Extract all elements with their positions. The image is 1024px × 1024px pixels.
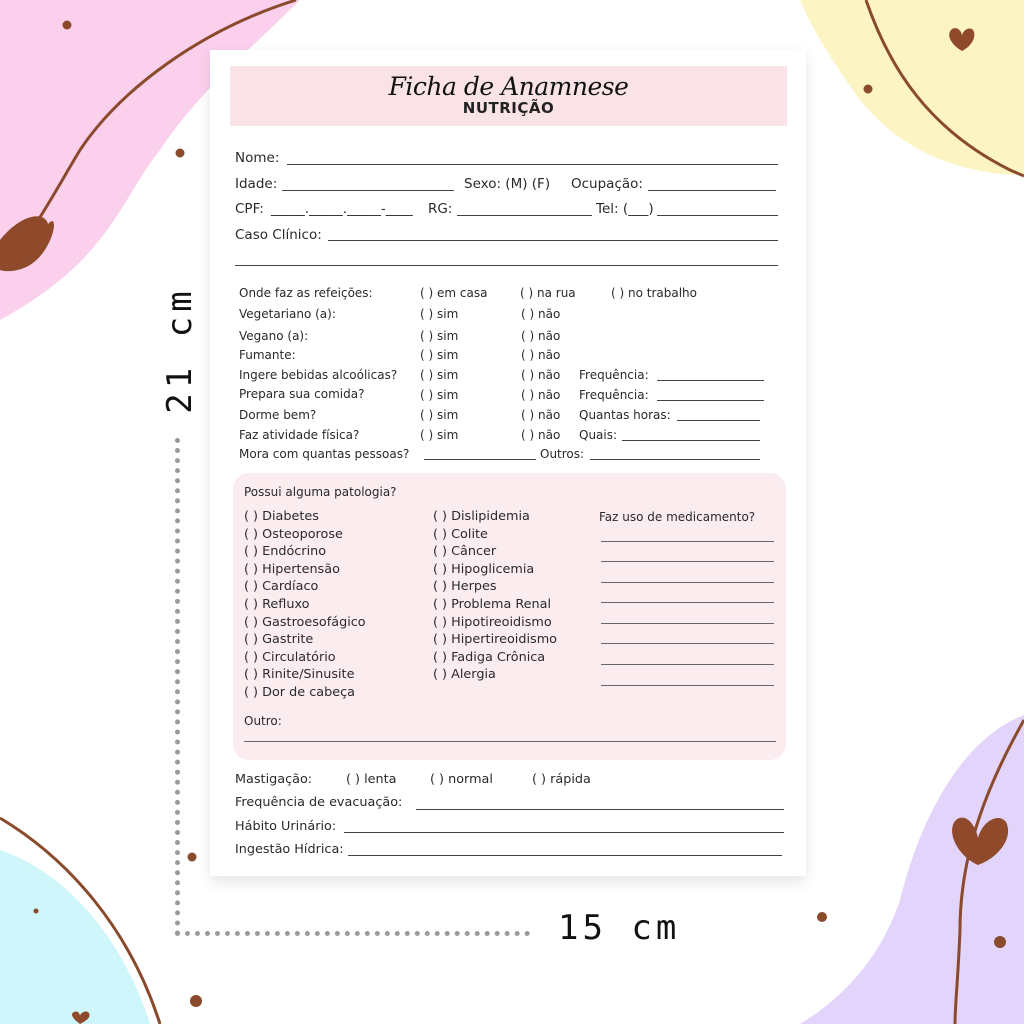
dot <box>188 853 197 862</box>
dot <box>190 995 202 1007</box>
medication-field[interactable] <box>601 623 774 624</box>
pathology-option[interactable]: ( ) Fadiga Crônica <box>433 650 546 665</box>
urinary-field[interactable] <box>344 832 784 833</box>
medication-field[interactable] <box>601 582 774 583</box>
pathology-option[interactable]: ( ) Dislipidemia <box>433 509 530 524</box>
dot <box>63 21 72 30</box>
medication-field[interactable] <box>601 561 774 562</box>
pathology-option[interactable]: ( ) Colite <box>433 527 488 542</box>
habit-sim[interactable]: ( ) sim <box>420 388 459 402</box>
rg-field[interactable] <box>457 215 592 216</box>
sheet-header <box>230 66 787 126</box>
height-dotted-line <box>175 438 180 936</box>
pathology-option[interactable]: ( ) Gastrite <box>244 632 314 647</box>
clinical-case-label: Caso Clínico: <box>235 227 322 243</box>
medication-field[interactable] <box>601 541 774 542</box>
chewing-option-fast[interactable]: ( ) rápida <box>532 772 591 787</box>
dot <box>176 149 185 158</box>
width-dimension-label: 15 cm <box>558 908 681 948</box>
habit-nao[interactable]: ( ) não <box>521 388 561 402</box>
cpf-label: CPF: <box>235 201 264 217</box>
chewing-label: Mastigação: <box>235 772 313 787</box>
age-label: Idade: <box>235 176 278 192</box>
habit-sim[interactable]: ( ) sim <box>420 307 459 321</box>
dot <box>994 936 1006 948</box>
pathology-box <box>233 473 786 760</box>
pathology-option[interactable]: ( ) Circulatório <box>244 650 336 665</box>
habit-label: Fumante: <box>239 348 296 362</box>
habit-label: Prepara sua comida? <box>239 387 365 401</box>
habit-extra-label: Quantas horas: <box>579 408 671 422</box>
habit-extra-label: Frequência: <box>579 368 649 382</box>
sheet-title: Ficha de Anamnese <box>388 72 629 101</box>
width-dotted-line <box>175 931 530 936</box>
meal-option-home[interactable]: ( ) em casa <box>420 286 488 300</box>
pathology-option[interactable]: ( ) Hipertensão <box>244 562 340 577</box>
habit-label: Vegetariano (a): <box>239 307 336 321</box>
habit-nao[interactable]: ( ) não <box>521 329 561 343</box>
habit-sim[interactable]: ( ) sim <box>420 368 459 382</box>
habit-sim[interactable]: ( ) sim <box>420 408 459 422</box>
evacuation-label: Frequência de evacuação: <box>235 795 403 810</box>
habit-extra-field[interactable] <box>677 420 760 421</box>
water-intake-field[interactable] <box>348 855 782 856</box>
pathology-option[interactable]: ( ) Hipotireoidismo <box>433 615 552 630</box>
pathology-option[interactable]: ( ) Cardíaco <box>244 579 319 594</box>
pathology-option[interactable]: ( ) Hipertireoidismo <box>433 632 558 647</box>
height-dimension-label: 21 cm <box>160 286 200 414</box>
habit-sim[interactable]: ( ) sim <box>420 348 459 362</box>
habit-nao[interactable]: ( ) não <box>521 307 561 321</box>
clinical-case-field-2[interactable] <box>235 265 778 266</box>
others-field[interactable] <box>590 459 760 460</box>
pathology-option[interactable]: ( ) Herpes <box>433 579 497 594</box>
purple-blob <box>800 715 1024 1024</box>
urinary-label: Hábito Urinário: <box>235 819 337 834</box>
cpf-mask[interactable]: _____._____._____-____ <box>271 201 413 217</box>
habit-label: Ingere bebidas alcoólicas? <box>239 368 398 382</box>
habit-extra-label: Frequência: <box>579 388 649 402</box>
dot <box>864 85 873 94</box>
sheet-subtitle: NUTRIÇÃO <box>462 99 555 117</box>
tel-label: Tel: (___) <box>596 201 654 217</box>
clinical-case-field[interactable] <box>328 240 778 241</box>
occupation-field[interactable] <box>648 190 776 191</box>
habit-nao[interactable]: ( ) não <box>521 368 561 382</box>
habit-extra-field[interactable] <box>657 400 764 401</box>
other-pathology-label: Outro: <box>244 714 282 728</box>
habit-sim[interactable]: ( ) sim <box>420 428 459 442</box>
pathology-option[interactable]: ( ) Câncer <box>433 544 497 559</box>
pathology-option[interactable]: ( ) Diabetes <box>244 509 319 524</box>
pathology-option[interactable]: ( ) Endócrino <box>244 544 327 559</box>
pathology-option[interactable]: ( ) Refluxo <box>244 597 310 612</box>
anamnesis-sheet <box>210 50 806 876</box>
habit-nao[interactable]: ( ) não <box>521 348 561 362</box>
habit-extra-field[interactable] <box>657 380 764 381</box>
meals-label: Onde faz as refeições: <box>239 286 373 300</box>
cyan-blob <box>0 850 150 1024</box>
sex-label: Sexo: (M) (F) <box>464 176 551 192</box>
meal-option-street[interactable]: ( ) na rua <box>520 286 576 300</box>
medication-label: Faz uso de medicamento? <box>599 510 756 524</box>
household-field[interactable] <box>424 459 536 460</box>
habit-extra-field[interactable] <box>622 440 760 441</box>
habit-sim[interactable]: ( ) sim <box>420 329 459 343</box>
tel-field[interactable] <box>657 215 778 216</box>
pathology-option[interactable]: ( ) Dor de cabeça <box>244 685 355 700</box>
age-field[interactable] <box>282 190 454 191</box>
pathology-option[interactable]: ( ) Rinite/Sinusite <box>244 667 355 682</box>
others-label: Outros: <box>540 447 585 461</box>
medication-field[interactable] <box>601 664 774 665</box>
water-intake-label: Ingestão Hídrica: <box>235 842 344 857</box>
habit-label: Dorme bem? <box>239 408 317 422</box>
dot <box>817 912 827 922</box>
habit-label: Vegano (a): <box>239 329 309 343</box>
household-label: Mora com quantas pessoas? <box>239 447 410 461</box>
pathology-option[interactable]: ( ) Osteoporose <box>244 527 343 542</box>
medication-field[interactable] <box>601 643 774 644</box>
chewing-option-slow[interactable]: ( ) lenta <box>346 772 397 787</box>
pathology-option[interactable]: ( ) Gastroesofágico <box>244 615 366 630</box>
name-label: Nome: <box>235 150 280 166</box>
other-pathology-field[interactable] <box>244 741 776 742</box>
pathology-option[interactable]: ( ) Problema Renal <box>433 597 552 612</box>
habit-label: Faz atividade física? <box>239 428 360 442</box>
name-field[interactable] <box>287 164 778 165</box>
medication-field[interactable] <box>601 685 774 686</box>
evacuation-field[interactable] <box>416 809 784 810</box>
meal-option-work[interactable]: ( ) no trabalho <box>611 286 697 300</box>
medication-field[interactable] <box>601 602 774 603</box>
habit-nao[interactable]: ( ) não <box>521 408 561 422</box>
chewing-option-normal[interactable]: ( ) normal <box>430 772 493 787</box>
rg-label: RG: <box>428 201 453 217</box>
occupation-label: Ocupação: <box>571 176 643 192</box>
habit-extra-label: Quais: <box>579 428 618 442</box>
pathology-option[interactable]: ( ) Hipoglicemia <box>433 562 535 577</box>
pathology-title: Possui alguma patologia? <box>244 485 397 499</box>
habit-nao[interactable]: ( ) não <box>521 428 561 442</box>
dot <box>34 909 39 914</box>
pathology-option[interactable]: ( ) Alergia <box>433 667 496 682</box>
